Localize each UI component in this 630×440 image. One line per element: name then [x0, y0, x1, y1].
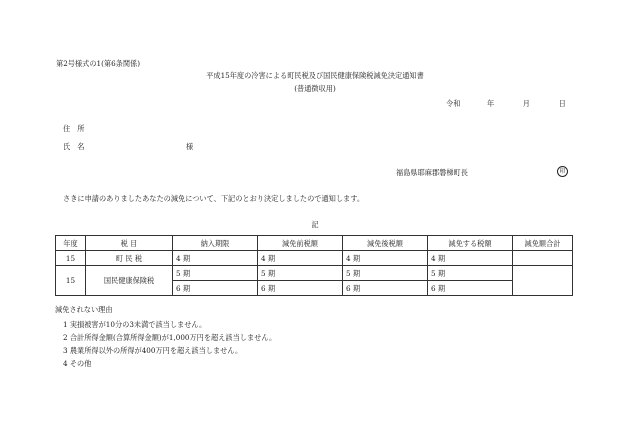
seal-icon: 印 [557, 166, 568, 177]
cell-reduction: 5 期 [428, 266, 513, 281]
issuer-name: 福島県耶麻郡磐梯町長 [396, 168, 468, 177]
table-header-row [56, 236, 573, 251]
body-text: さきに申請のありましたあなたの減免について、下記のとおり決定しましたので通知します。 [63, 194, 365, 203]
form-number: 第2号様式の1(第6条関係) [56, 59, 141, 68]
cell-period: 4 期 [173, 251, 258, 266]
reasons-title: 減免されない理由 [55, 305, 113, 314]
header-after: 減免後税額 [343, 236, 428, 251]
header-total: 減免額合計 [513, 236, 573, 251]
date-era: 令和 [446, 99, 461, 108]
cell-year: 15 [56, 266, 86, 296]
address-label: 住所 [63, 124, 92, 133]
reason-item: 1 実損被害が10分の3未満で該当しません。 [63, 320, 207, 329]
cell-year: 15 [56, 251, 86, 266]
cell-period: 6 期 [173, 281, 258, 296]
cell-total [513, 251, 573, 266]
document-subtitle: (普通徴収用) [294, 84, 336, 93]
ki-mark: 記 [311, 220, 319, 229]
name-label: 氏名 [63, 142, 92, 151]
table-row [56, 251, 573, 266]
cell-before: 5 期 [258, 266, 343, 281]
date-line [446, 99, 566, 108]
cell-reduction: 4 期 [428, 251, 513, 266]
reason-item: 4 その他 [63, 359, 92, 368]
cell-total [513, 266, 573, 296]
honorific: 様 [186, 142, 194, 151]
cell-tax: 国民健康保険税 [86, 266, 173, 296]
cell-reduction: 6 期 [428, 281, 513, 296]
cell-before: 6 期 [258, 281, 343, 296]
table-row [56, 266, 573, 281]
header-tax: 税 目 [86, 236, 173, 251]
date-month: 月 [522, 99, 530, 108]
result-table [55, 235, 573, 296]
header-year: 年度 [56, 236, 86, 251]
date-year: 年 [486, 99, 495, 108]
cell-before: 4 期 [258, 251, 343, 266]
date-day: 日 [558, 99, 566, 108]
header-period: 納入期限 [173, 236, 258, 251]
cell-period: 5 期 [173, 266, 258, 281]
header-before: 減免前税額 [258, 236, 343, 251]
header-reduction: 減免する税額 [428, 236, 513, 251]
cell-tax: 町 民 税 [86, 251, 173, 266]
cell-after: 6 期 [343, 281, 428, 296]
reason-item: 2 合計所得金額(合算所得金額)が1,000万円を超え該当しません。 [63, 333, 277, 342]
reason-item: 3 農業所得以外の所得が400万円を超え該当しません。 [63, 346, 243, 355]
cell-after: 4 期 [343, 251, 428, 266]
cell-after: 5 期 [343, 266, 428, 281]
document-title: 平成15年度の冷害による町民税及び国民健康保険税減免決定通知書 [206, 71, 424, 80]
